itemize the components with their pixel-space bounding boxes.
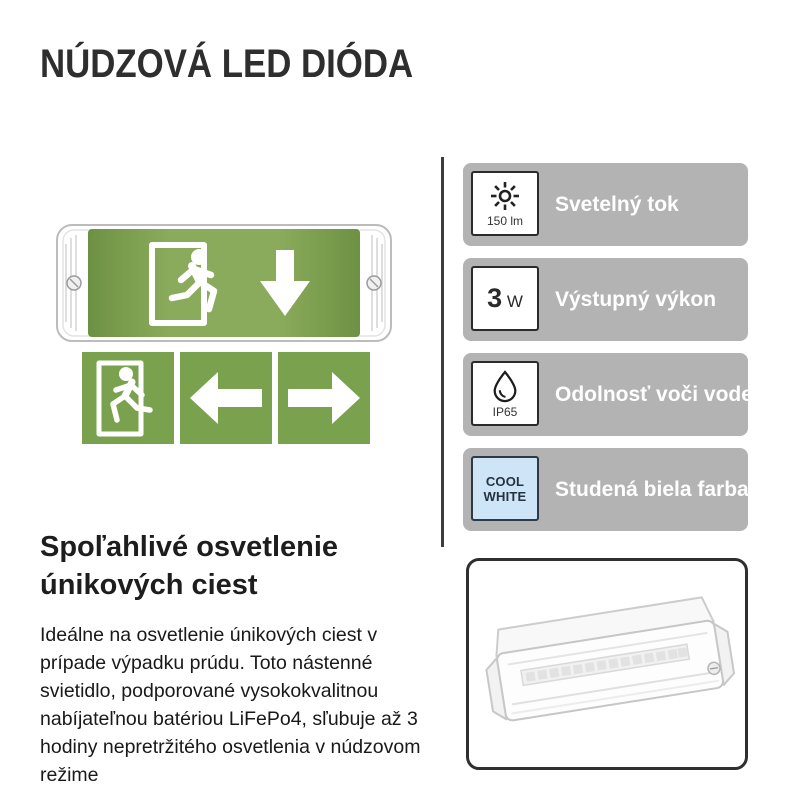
feature-row-luminous-flux: [463, 163, 748, 246]
product-photo-frame: [466, 558, 748, 770]
exit-sign-square-arrow-right: [278, 352, 370, 444]
exit-sign-squares: [82, 352, 370, 444]
feature-row-light-color: [463, 448, 748, 531]
exit-sign-square-man: [82, 352, 174, 444]
ip-rating-value: IP65: [492, 404, 518, 419]
feature-label-luminous-flux: Svetelný tok: [555, 192, 679, 216]
cool-white-swatch: [471, 456, 539, 521]
exit-light-image: [50, 214, 398, 350]
cool-white-label: COOL WHITE: [483, 473, 527, 504]
water-drop-icon: [490, 370, 520, 404]
feature-label-light-color: Studená biela farba: [555, 477, 749, 501]
description-text: Ideálne na osvetlenie únikových ciest v prípade výpadku prúdu. Toto nástenné svietidlo, podporované vysokokvalitnou nabíjateľnou batériou LiFePo4, sľubuje až 3 hodiny nepretržitého osvetlenia v núdzovom režime: [40, 624, 421, 786]
section-heading: Spoľahlivé osvetlenie únikových ciest: [40, 531, 339, 601]
feature-label-output-power: Výstupný výkon: [555, 287, 717, 311]
feature-label-water-resistance: Odolnosť voči vode: [555, 382, 753, 406]
exit-sign-square-arrow-left: [180, 352, 272, 444]
feature-row-output-power: [463, 258, 748, 341]
product-photo-image: [469, 561, 745, 767]
feature-list: [463, 163, 753, 543]
exit-sticker: [88, 229, 360, 337]
luminous-flux-value: 150 lm: [486, 213, 524, 228]
sun-icon: [487, 181, 523, 213]
luminous-flux-box: [471, 171, 539, 236]
output-power-box: [471, 266, 539, 331]
page-title: NÚDZOVÁ LED DIÓDA: [40, 42, 414, 86]
water-resistance-box: [471, 361, 539, 426]
features-divider: [441, 157, 444, 547]
feature-row-water-resistance: [463, 353, 753, 436]
watt-value: 3 W: [487, 283, 523, 313]
